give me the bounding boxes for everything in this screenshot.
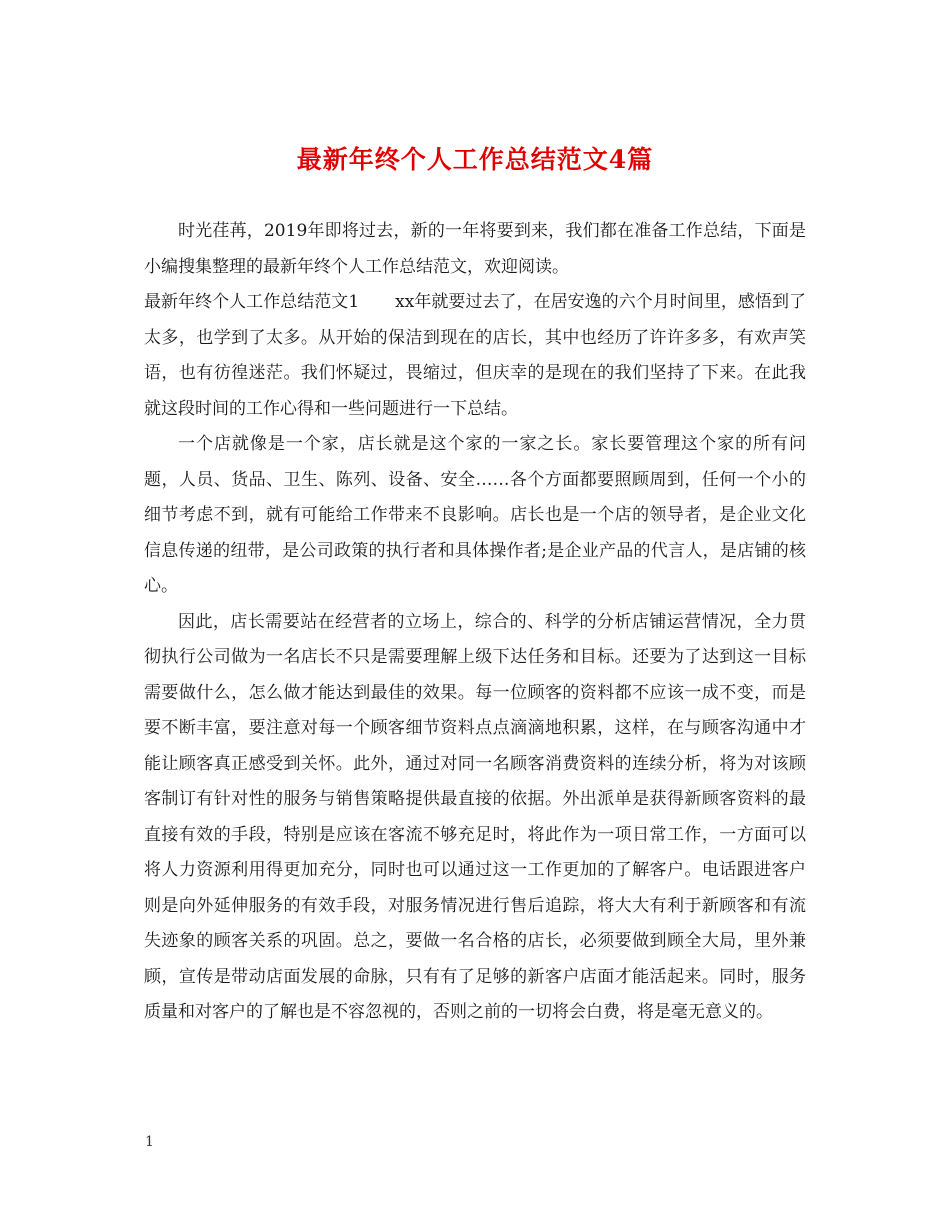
body-paragraph-3: 因此，店长需要站在经营者的立场上，综合的、科学的分析店铺运营情况，全力贯彻执行公司做为一名店长不只是需要理解上级下达任务和目标。还要为了达到这一目标需要做什么，怎么做才能达到最佳的效果。每一位顾客的资料都不应该一成不变，而是要不断丰富，要注意对每一个顾客细节资料点点滴滴地积累，这样，在与顾客沟通中才能让顾客真正感受到关怀。此外，通过对同一名顾客消费资料的连续分析，将为对该顾客制订有针对性的服务与销售策略提供最直接的依据。外出派单是获得新顾客资料的最直接有效的手段，特别是应该在客流不够充足时，将此作为一项日常工作，一方面可以将人力资源利用得更加充分，同时也可以通过这一工作更加的了解客户。电话跟进客户则是向外延伸服务的有效手段，对服务情况进行售后追踪，将大大有利于新顾客和有流失迹象的顾客关系的巩固。总之，要做一名合格的店长，必须要做到顾全大局，里外兼顾，宣传是带动店面发展的命脉，只有有了足够的新客户店面才能活起来。同时，服务质量和对客户的了解也是不容忽视的，否则之前的一切将会白费，将是毫无意义的。 — [144, 611, 806, 1022]
page-number: 1 — [145, 1134, 154, 1150]
section-heading: 最新年终个人工作总结范文1 — [144, 292, 360, 312]
section-first-paragraph: xx年就要过去了，在居安逸的六个月时间里，感悟到了太多，也学到了太多。从开始的保洁到现在的店长，其中也经历了许许多多，有欢声笑语，也有彷徨迷茫。我们怀疑过，畏缩过，但庆幸的是现在的我们坚持了下来。在此我就这段时间的工作心得和一些问题进行一下总结。 — [144, 292, 806, 419]
section-paragraph — [144, 285, 806, 427]
document-body — [144, 214, 806, 1031]
body-paragraph-2: 一个店就像是一个家，店长就是这个家的一家之长。家长要管理这个家的所有问题，人员、货品、卫生、陈列、设备、安全……各个方面都要照顾周到，任何一个小的细节考虑不到，就有可能给工作带来不良影响。店长也是一个店的领导者，是企业文化信息传递的纽带，是公司政策的执行者和具体操作者;是企业产品的代言人，是店铺的核心。 — [144, 434, 806, 596]
intro-paragraph: 时光荏苒，2019年即将过去，新的一年将要到来，我们都在准备工作总结，下面是小编搜集整理的最新年终个人工作总结范文，欢迎阅读。 — [144, 221, 806, 277]
document-title: 最新年终个人工作总结范文4篇 — [296, 145, 654, 174]
